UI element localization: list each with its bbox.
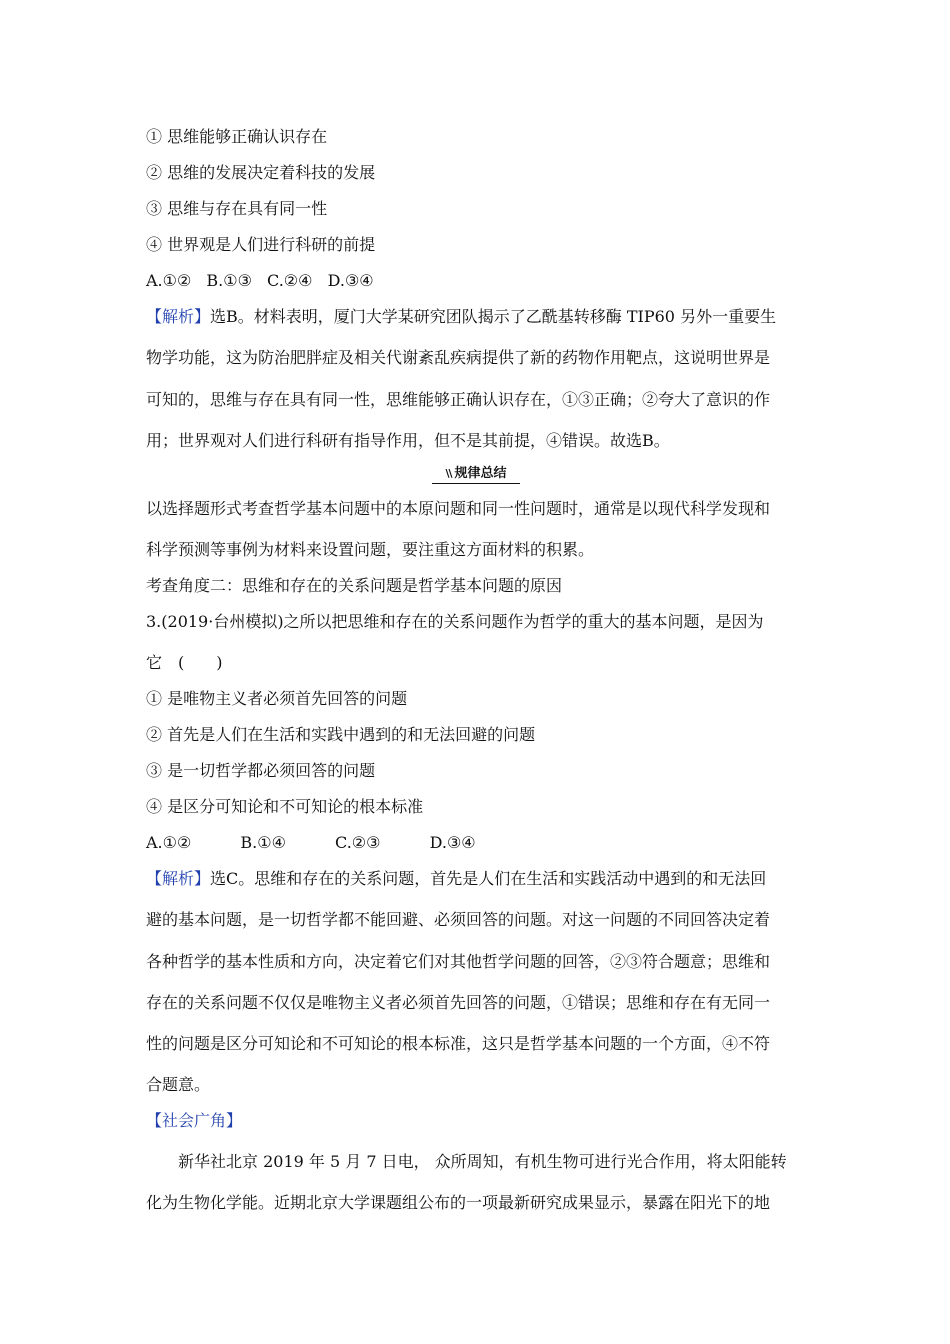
social-angle-label: 【社会广角】 <box>146 1111 243 1130</box>
q3-choice-b: B.①④ <box>240 833 286 852</box>
q3-choices <box>146 833 476 853</box>
rule-summary-line-1: 以选择题形式考查哲学基本问题中的本原问题和同一性问题时，通常是以现代科学发现和 <box>146 499 771 518</box>
q3-analysis-text-1: 选C。思维和存在的关系问题，首先是人们在生活和实践活动中遇到的和无法回 <box>210 869 767 888</box>
rule-summary-header <box>428 464 524 484</box>
q2-analysis-line-3: 可知的，思维与存在具有同一性，思维能够正确认识存在，①③正确；②夸大了意识的作 <box>146 390 771 409</box>
q3-analysis-label: 【解析】 <box>146 869 211 888</box>
q3-option-1: ① 是唯物主义者必须首先回答的问题 <box>146 689 408 708</box>
q3-choice-d: D.③④ <box>429 833 476 852</box>
q2-choice-a: A.①② <box>146 271 192 290</box>
q3-analysis-line-6: 合题意。 <box>146 1075 211 1094</box>
q3-choice-c: C.②③ <box>335 833 381 852</box>
q3-option-2: ② 首先是人们在生活和实践中遇到的和无法回避的问题 <box>146 725 536 744</box>
q3-stem-line-1: 3.(2019·台州模拟)之所以把思维和存在的关系问题作为哲学的重大的基本问题，是因为 <box>146 612 764 631</box>
q3-analysis-line-2: 避的基本问题，是一切哲学都不能回避、必须回答的问题。对这一问题的不同回答决定着 <box>146 910 771 929</box>
q2-analysis-text-1: 选B。材料表明，厦门大学某研究团队揭示了乙酰基转移酶 TIP60 另外一重要生 <box>210 307 777 326</box>
q3-stem-line-2: 它 ( ) <box>146 653 223 672</box>
q2-analysis-line-1 <box>146 307 776 327</box>
social-text-line-2: 化为生物化学能。近期北京大学课题组公布的一项最新研究成果显示，暴露在阳光下的地 <box>146 1193 771 1212</box>
q3-analysis-line-4: 存在的关系问题不仅仅是唯物主义者必须首先回答的问题，①错误；思维和存在有无同一 <box>146 993 771 1012</box>
q3-choice-a: A.①② <box>146 833 192 852</box>
q2-analysis-line-2: 物学功能，这为防治肥胖症及相关代谢紊乱疾病提供了新的药物作用靶点，这说明世界是 <box>146 348 771 367</box>
angle2-title: 考查角度二：思维和存在的关系问题是哲学基本问题的原因 <box>146 576 563 595</box>
q2-analysis-label: 【解析】 <box>146 307 211 326</box>
q2-option-1: ① 思维能够正确认识存在 <box>146 127 328 146</box>
q2-option-3: ③ 思维与存在具有同一性 <box>146 199 328 218</box>
q3-analysis-line-3: 各种哲学的基本性质和方向，决定着它们对其他哲学问题的回答，②③符合题意；思维和 <box>146 952 771 971</box>
q3-analysis-line-5: 性的问题是区分可知论和不可知论的根本标准，这只是哲学基本问题的一个方面，④不符 <box>146 1034 771 1053</box>
q2-choice-b: B.①③ <box>206 271 252 290</box>
q3-option-4: ④ 是区分可知论和不可知论的根本标准 <box>146 797 424 816</box>
rule-summary-line-2: 科学预测等事例为材料来设置问题，要注重这方面材料的积累。 <box>146 540 595 559</box>
q3-option-3: ③ 是一切哲学都必须回答的问题 <box>146 761 376 780</box>
q2-choice-c: C.②④ <box>267 271 313 290</box>
q2-choice-d: D.③④ <box>327 271 374 290</box>
rule-summary-icon: \\ <box>445 467 452 480</box>
q2-analysis-line-4: 用；世界观对人们进行科研有指导作用，但不是其前提，④错误。故选B。 <box>146 431 670 450</box>
social-text-line-1: 新华社北京 2019 年 5 月 7 日电， 众所周知，有机生物可进行光合作用，将太阳能转 <box>178 1152 787 1171</box>
q2-choices <box>146 271 374 291</box>
q2-option-4: ④ 世界观是人们进行科研的前提 <box>146 235 376 254</box>
rule-summary-title: 规律总结 <box>454 466 507 481</box>
q3-analysis-line-1 <box>146 869 766 889</box>
rule-summary-underline <box>432 483 520 484</box>
q2-option-2: ② 思维的发展决定着科技的发展 <box>146 163 376 182</box>
